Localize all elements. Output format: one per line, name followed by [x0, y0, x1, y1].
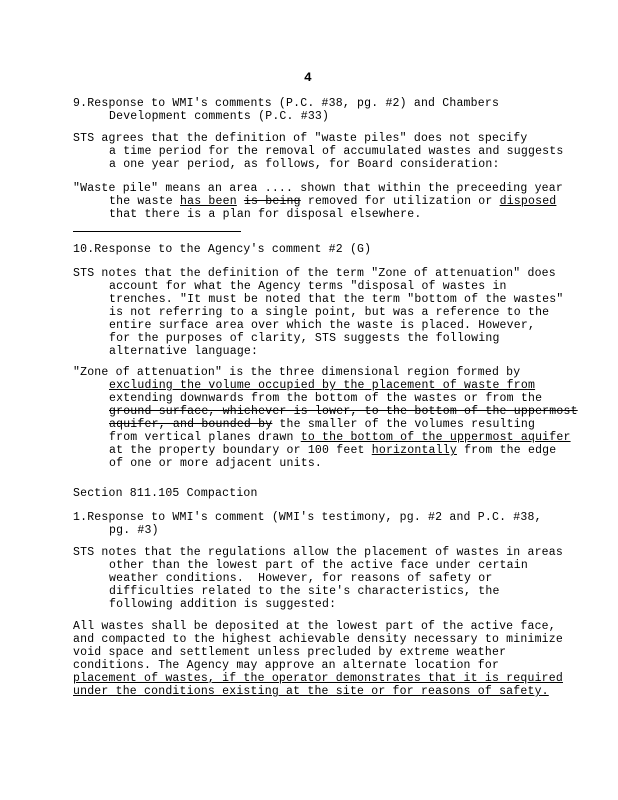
inserted-text: horizontally — [371, 444, 457, 457]
deleted-text: aquifer, and bounded by — [109, 418, 273, 431]
sec10-para-line: entire surface area over which the waste is placed. However, — [109, 319, 536, 332]
inserted-text: to the bottom of the uppermost aquifer — [300, 431, 571, 444]
sec811-proposal-line: and compacted to the highest achievable density necessary to minimize — [73, 633, 563, 646]
section-9-heading-cont: Development comments (P.C. #33) — [109, 110, 330, 123]
sec10-para-line: STS notes that the definition of the term "Zone of attenuation" does — [73, 267, 556, 280]
sec10-para-line: alternative language: — [109, 345, 259, 358]
sec9-para-line: a one year period, as follows, for Board consideration: — [109, 158, 500, 171]
sec10-quote-line: of one or more adjacent units. — [109, 457, 323, 470]
sec811-para-line: other than the lowest part of the active face under certain — [109, 559, 528, 572]
sec10-quote-line-amended — [109, 444, 555, 458]
sec10-para-line: is not referring to a single point, but was a reference to the — [109, 306, 550, 319]
sec811-proposal-inserted-line: placement of wastes, if the operator demonstrates that it is required — [73, 672, 563, 685]
inserted-text: disposed — [499, 195, 557, 208]
sec10-para-line: for the purposes of clarity, STS suggests the following — [109, 332, 500, 345]
sec10-quote-deleted-line: ground surface, whichever is lower, to the bottom of the uppermost — [109, 405, 578, 418]
sec811-para-line: weather conditions. However, for reasons of safety or — [109, 572, 493, 585]
text-run: from the edge — [456, 444, 557, 457]
text-run: removed for utilization or — [300, 195, 500, 208]
sec10-quote-inserted-line: excluding the volume occupied by the placement of waste from — [109, 379, 536, 392]
text-run: from vertical planes drawn — [109, 431, 301, 444]
sec811-proposal-line: conditions. The Agency may approve an alternate location for — [73, 659, 500, 672]
section-811-heading: Section 811.105 Compaction — [73, 487, 258, 500]
sec811-proposal-line: void space and settlement unless precluded by extreme weather — [73, 646, 507, 659]
sec811-proposal-line: All wastes shall be deposited at the lowest part of the active face, — [73, 620, 556, 633]
sec811-para-line: STS notes that the regulations allow the placement of wastes in areas — [73, 546, 563, 559]
sec811-para-line: difficulties related to the site's characteristics, the — [109, 585, 500, 598]
sec10-quote-line: "Zone of attenuation" is the three dimensional region formed by — [73, 366, 521, 379]
sec811-response-heading: 1.Response to WMI's comment (WMI's testimony, pg. #2 and P.C. #38, — [73, 511, 542, 524]
sec10-quote-line-amended — [109, 431, 571, 445]
sec811-response-heading-cont: pg. #3) — [109, 524, 159, 537]
sec9-para-line: a time period for the removal of accumulated wastes and suggests — [109, 145, 564, 158]
sec811-proposal-inserted-line: under the conditions existing at the site or for reasons of safety. — [73, 685, 549, 698]
sec9-quote-line: "Waste pile" means an area .... shown that within the preceeding year — [73, 182, 563, 195]
sec811-para-line: following addition is suggested: — [109, 598, 337, 611]
sec10-quote-line: extending downwards from the bottom of the wastes or from the — [109, 392, 543, 405]
section-9-heading: 9.Response to WMI's comments (P.C. #38, pg. #2) and Chambers — [73, 97, 500, 110]
deleted-text: is being — [243, 195, 301, 208]
sec9-para-line: STS agrees that the definition of "waste piles" does not specify — [73, 132, 528, 145]
sec10-para-line: account for what the Agency terms "disposal of wastes in — [109, 280, 507, 293]
text-run: the waste — [109, 195, 181, 208]
page-number: 4 — [304, 70, 312, 85]
text-run — [237, 195, 244, 208]
section-10-heading: 10.Response to the Agency's comment #2 (G) — [73, 243, 372, 256]
inserted-text: has been — [180, 195, 237, 208]
sec9-quote-line-amended — [109, 195, 555, 209]
text-run: at the property boundary or 100 feet — [109, 444, 372, 457]
section-divider — [73, 231, 241, 232]
sec10-quote-line-amended — [109, 418, 555, 432]
sec10-para-line: trenches. "It must be noted that the term "bottom of the wastes" — [109, 293, 564, 306]
sec9-quote-line: that there is a plan for disposal elsewhere. — [109, 208, 422, 221]
text-run: the smaller of the volumes resulting — [272, 418, 536, 431]
